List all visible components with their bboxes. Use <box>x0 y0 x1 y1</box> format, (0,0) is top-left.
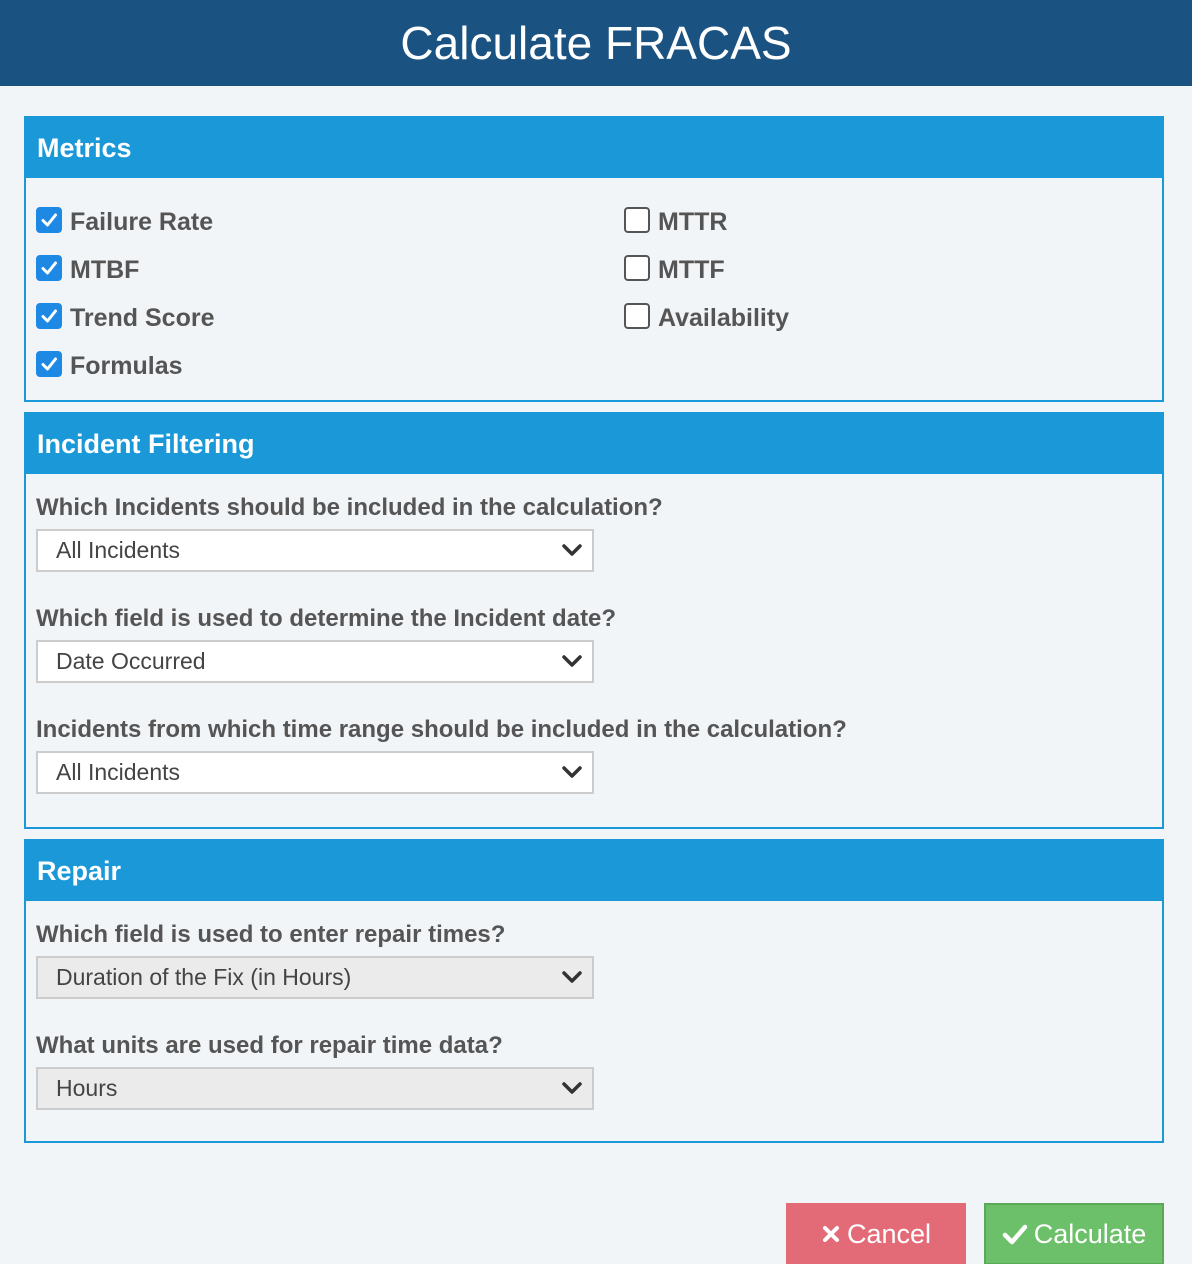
metrics-panel <box>24 116 1164 402</box>
mttr-option[interactable] <box>624 198 789 246</box>
incidents-included-label: Which Incidents should be included in the calculation? <box>36 494 663 521</box>
incident-filtering-body <box>26 474 1162 827</box>
time-range-value: All Incidents <box>56 759 181 785</box>
time-range-label: Incidents from which time range should be included in the calculation? <box>36 716 847 743</box>
formulas-label: Formulas <box>70 351 183 380</box>
metrics-body <box>26 178 1162 400</box>
availability-checkbox[interactable] <box>624 303 650 329</box>
repair-heading: Repair <box>26 841 1162 901</box>
failure-rate-option[interactable] <box>36 198 624 246</box>
incident-filtering-heading: Incident Filtering <box>26 414 1162 474</box>
mtbf-label: MTBF <box>70 255 140 284</box>
repair-panel <box>24 839 1164 1143</box>
dialog-title-bar <box>0 0 1192 86</box>
cancel-button[interactable] <box>786 1203 966 1264</box>
dialog-footer <box>0 1153 1192 1264</box>
mtbf-checkbox[interactable] <box>36 255 62 281</box>
metrics-heading: Metrics <box>26 118 1162 178</box>
failure-rate-checkbox[interactable] <box>36 207 62 233</box>
incidents-included-value: All Incidents <box>56 537 181 563</box>
mttr-checkbox[interactable] <box>624 207 650 233</box>
chevron-down-icon <box>562 765 582 779</box>
cancel-label: Cancel <box>846 1218 932 1249</box>
mttr-label: MTTR <box>658 207 728 236</box>
repair-units-label: What units are used for repair time data? <box>36 1032 503 1059</box>
calculate-button[interactable] <box>984 1203 1164 1264</box>
chevron-down-icon <box>562 970 582 984</box>
incident-date-field-label: Which field is used to determine the Incident date? <box>36 605 617 632</box>
mtbf-option[interactable] <box>36 246 624 294</box>
repair-time-field-select[interactable] <box>36 956 594 999</box>
incident-date-field-select[interactable] <box>36 640 594 683</box>
availability-label: Availability <box>658 303 790 332</box>
time-range-select[interactable] <box>36 751 594 794</box>
repair-time-field-label: Which field is used to enter repair times? <box>36 921 506 948</box>
repair-time-field-value: Duration of the Fix (in Hours) <box>56 964 352 990</box>
check-icon <box>1002 1223 1028 1245</box>
metrics-right-column <box>624 198 789 378</box>
mttf-checkbox[interactable] <box>624 255 650 281</box>
calculate-label: Calculate <box>1033 1218 1147 1249</box>
incident-filtering-panel <box>24 412 1164 829</box>
repair-body <box>26 901 1162 1110</box>
mttf-label: MTTF <box>658 255 725 284</box>
formulas-option[interactable] <box>36 342 624 390</box>
trend-score-label: Trend Score <box>70 303 215 332</box>
repair-units-value: Hours <box>56 1075 118 1101</box>
incidents-included-select[interactable] <box>36 529 594 572</box>
formulas-checkbox[interactable] <box>36 351 62 377</box>
chevron-down-icon <box>562 1081 582 1095</box>
trend-score-checkbox[interactable] <box>36 303 62 329</box>
mttf-option[interactable] <box>624 246 789 294</box>
dialog-content <box>0 86 1192 1143</box>
metrics-left-column <box>36 198 624 378</box>
repair-units-select[interactable] <box>36 1067 594 1110</box>
chevron-down-icon <box>562 543 582 557</box>
availability-option[interactable] <box>624 294 789 342</box>
incident-date-field-value: Date Occurred <box>56 648 206 674</box>
trend-score-option[interactable] <box>36 294 624 342</box>
chevron-down-icon <box>562 654 582 668</box>
close-icon <box>821 1224 841 1244</box>
failure-rate-label: Failure Rate <box>70 207 214 236</box>
dialog-title: Calculate FRACAS <box>400 17 792 69</box>
